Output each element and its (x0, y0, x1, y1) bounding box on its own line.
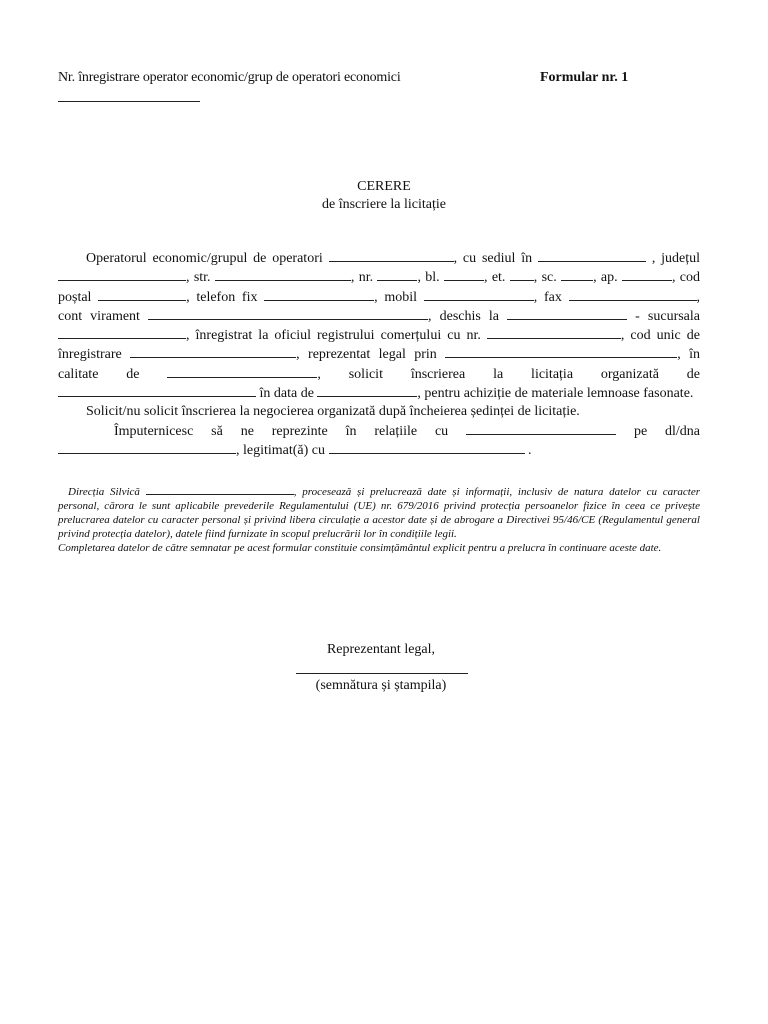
staircase-field[interactable] (561, 268, 593, 281)
paragraph-authorization: Împuternicesc să ne reprezinte în relațiile cu pe dl/dna , legitimat(ă) cu . (58, 422, 700, 461)
postal-code-field[interactable] (98, 288, 186, 301)
building-field[interactable] (444, 268, 484, 281)
signature-title: Reprezentant legal, (326, 642, 436, 657)
forestry-directorate-field[interactable] (146, 484, 294, 495)
trade-register-number-field[interactable] (487, 326, 621, 339)
county-field[interactable] (58, 268, 186, 281)
floor-field[interactable] (510, 268, 534, 281)
registration-label: Nr. înregistrare operator economic/grup de operatori economici (58, 70, 401, 85)
bank-branch-field[interactable] (58, 326, 186, 339)
signature-caption: (semnătura și ștampila) (315, 678, 447, 693)
identity-document-field[interactable] (329, 441, 525, 454)
bank-name-field[interactable] (507, 307, 627, 320)
operator-name-field[interactable] (329, 249, 454, 262)
fax-field[interactable] (569, 288, 697, 301)
document-title: CERERE (357, 179, 411, 194)
signature-field[interactable] (296, 673, 468, 674)
auction-organizer-field[interactable] (58, 384, 256, 397)
legal-representative-field[interactable] (445, 345, 677, 358)
bank-account-field[interactable] (148, 307, 428, 320)
headquarters-city-field[interactable] (538, 249, 646, 262)
auction-date-field[interactable] (317, 384, 417, 397)
relations-with-field[interactable] (466, 422, 616, 435)
form-number: Formular nr. 1 (540, 70, 629, 85)
phone-field[interactable] (264, 288, 374, 301)
data-protection-notice: Direcția Silvică , procesează și prelucrează date și informații, inclusiv de natura datelor cu caracter personal, cărora le sunt aplicabile prevederile Regulamentului (UE) nr. 679/2016 privind protecția persoanelor fizice în ceea ce privește prelucrarea datelor cu caracter personal și privind libera circulație a acestor date și de abrogare a Directivei 95/46/CE (Regulamentul general privind protecția datelor), datele fiind furnizate în scopul prelucrării lor în condițiile legii. Completarea datelor de către semnatar pe acest formular constituie consimțământul explicit pentru a prelucra în continuare aceste date. (58, 486, 700, 554)
representative-position-field[interactable] (167, 365, 317, 378)
unique-registration-code-field[interactable] (130, 345, 296, 358)
request-body (58, 249, 700, 460)
paragraph-negotiation: Solicit/nu solicit înscrierea la negocierea organizată după încheierea ședinței de licitație. (86, 404, 580, 420)
proxy-name-field[interactable] (58, 441, 236, 454)
apartment-field[interactable] (622, 268, 672, 281)
street-number-field[interactable] (377, 268, 417, 281)
registration-number-field[interactable] (58, 101, 200, 102)
document-subtitle: de înscriere la licitație (322, 197, 446, 212)
mobile-field[interactable] (424, 288, 534, 301)
street-field[interactable] (215, 268, 351, 281)
paragraph-operator-details: Operatorul economic/grupul de operatori , cu sediul în , județul , str. , nr. , bl. , et. , sc. , ap. , cod poștal , telefon fix , mobil , fax , cont virament , deschis la - sucursala , înregistrat la oficiul registrului comerțului cu nr. , cod unic de înregistrare , reprezentat legal prin , în calitate de , solicit înscrierea la licitația organizată de în data de , pentru achiziție de materiale lemnoase fasonate. (58, 251, 701, 402)
